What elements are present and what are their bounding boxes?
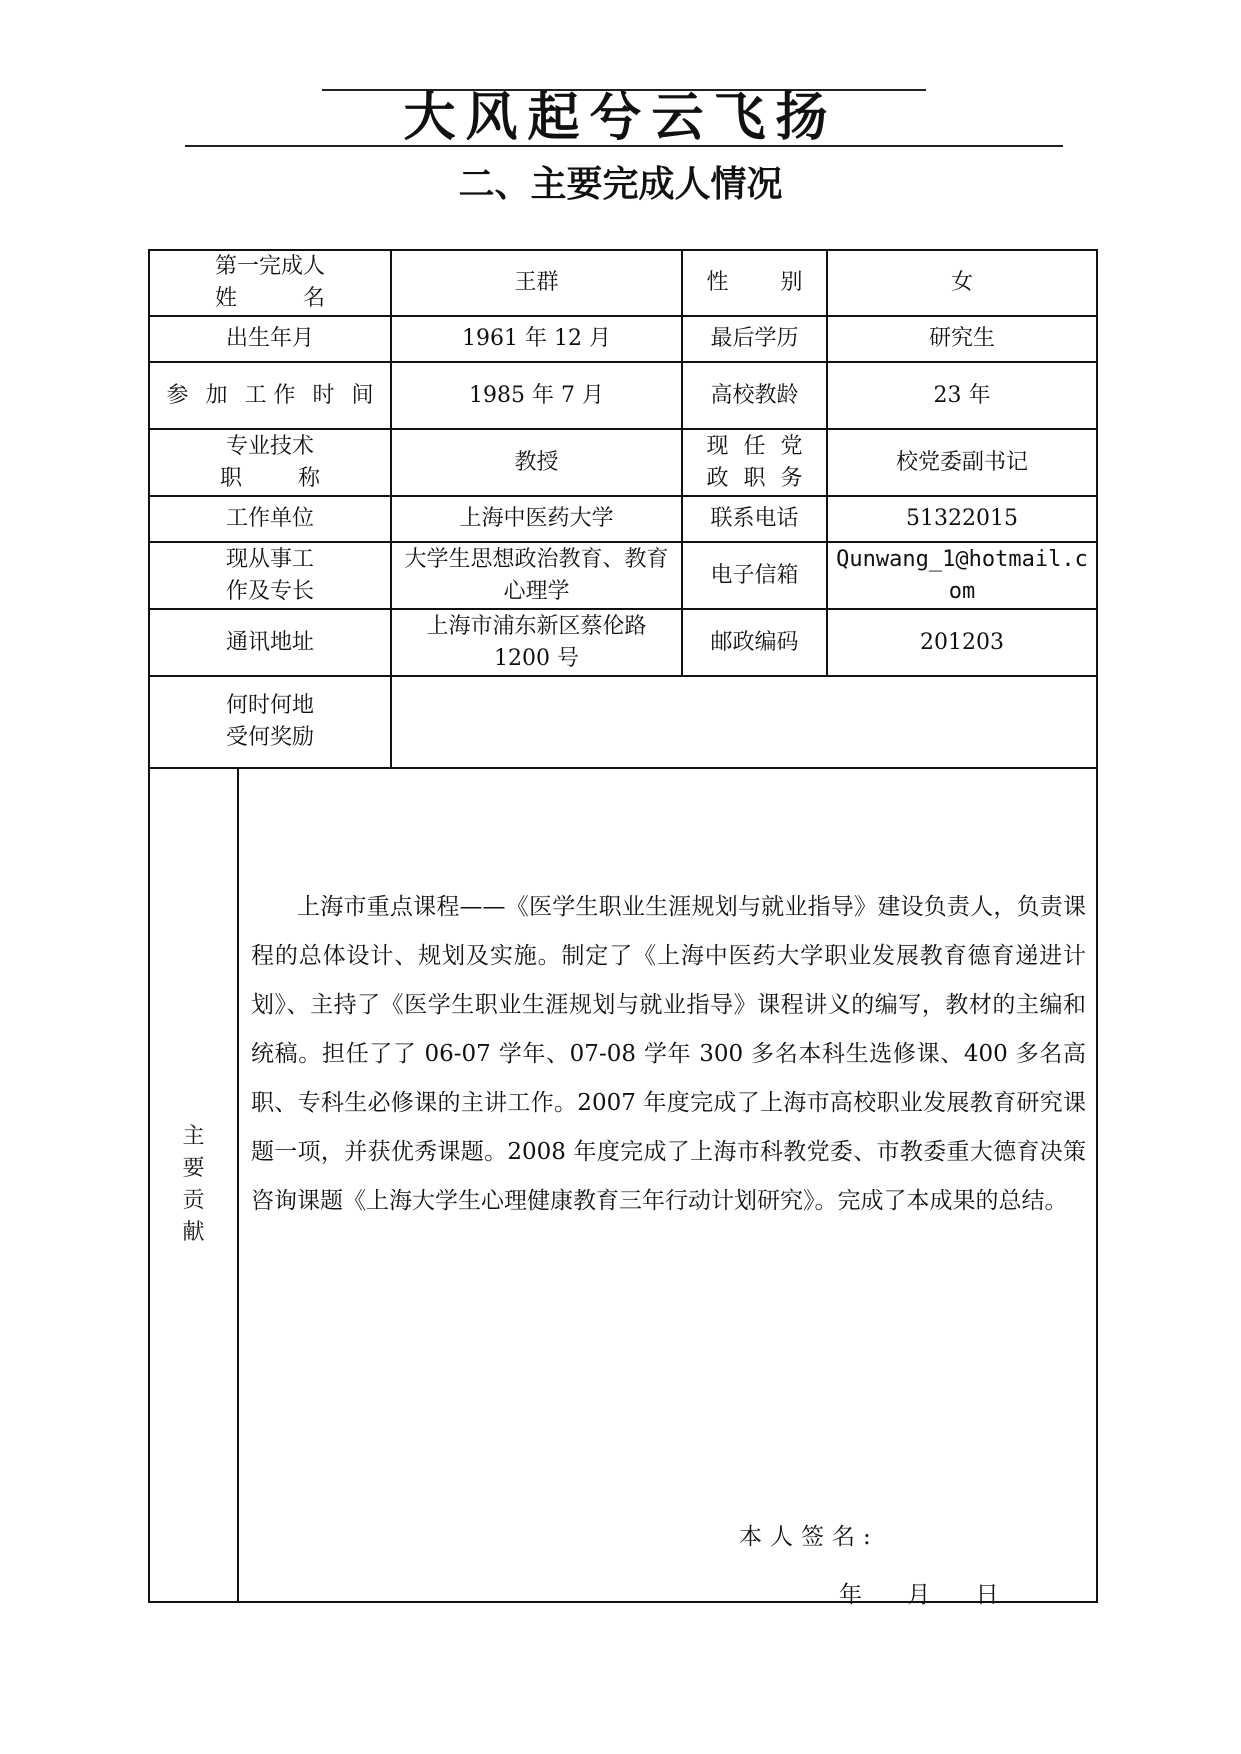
value-birth: 1961 年 12 月 xyxy=(391,316,682,362)
label-postcode: 邮政编码 xyxy=(682,609,827,676)
contribution-text: 上海市重点课程——《医学生职业生涯规划与就业指导》建设负责人，负责课程的总体设计、规划及实施。制定了《上海中医药大学职业发展教育德育递进计划》、主持了《医学生职业生涯规划与就业指导》课程讲义的编写，教材的主编和统稿。担任了了 06-07 学年、07-08 学年 300 多名本科生选修课、400 多名高职、专科生必修课的主讲工作。2007 年度完成了上海市高校职业发展教育研究课题一项，并获优秀课题。2008 年度完成了上海市科教党委、市教委重大德育决策咨询课题《上海大学生心理健康教育三年行动计划研究》。完成了本成果的总结。 xyxy=(251,894,1087,1214)
label-line: 专业技术 xyxy=(226,433,315,459)
signature-date xyxy=(839,1579,1037,1611)
value-education: 研究生 xyxy=(827,316,1097,362)
label-email: 电子信箱 xyxy=(682,542,827,609)
signature-label: 本人签名: xyxy=(739,1524,879,1550)
label-party-post xyxy=(682,429,827,496)
value-email: Qunwang_1@hotmail.com xyxy=(827,542,1097,609)
label-line: 何时何地 xyxy=(226,693,315,718)
value-phone: 51322015 xyxy=(827,496,1097,542)
table-row xyxy=(149,429,1097,496)
value-party-post: 校党委副书记 xyxy=(827,429,1097,496)
banner-title: 大风起兮云飞扬 xyxy=(403,88,838,148)
value-employer: 上海中医药大学 xyxy=(391,496,682,542)
label-first-completer xyxy=(149,250,391,316)
date-month: 月 xyxy=(907,1582,931,1608)
label-teaching-years: 高校教龄 xyxy=(682,362,827,429)
value-awards xyxy=(391,676,1097,768)
value-name: 王群 xyxy=(391,250,682,316)
value-postcode: 201203 xyxy=(827,609,1097,676)
label-line: 职称 xyxy=(220,465,320,491)
label-line: 作时间 xyxy=(273,382,374,408)
completer-info-table xyxy=(148,249,1098,1608)
table-row xyxy=(149,768,1097,1602)
label-line: 受何奖励 xyxy=(226,725,315,750)
label-line: 参加工 xyxy=(166,382,267,408)
label-address: 通讯地址 xyxy=(149,609,391,676)
label-work-start xyxy=(149,362,391,429)
date-day: 日 xyxy=(975,1582,999,1608)
label-line: 姓名 xyxy=(215,286,325,311)
table-row xyxy=(149,496,1097,542)
date-year: 年 xyxy=(839,1582,862,1608)
label-char: 贡 xyxy=(182,1188,205,1213)
value-title: 教授 xyxy=(391,429,682,496)
table-row xyxy=(149,676,1097,768)
table-row xyxy=(149,316,1097,362)
label-line: 现任党 xyxy=(706,433,803,459)
value-specialty: 大学生思想政治教育、教育心理学 xyxy=(391,542,682,609)
section-title: 二、主要完成人情况 xyxy=(458,164,783,205)
table-row xyxy=(149,542,1097,609)
value-address: 上海市浦东新区蔡伦路 1200 号 xyxy=(391,609,682,676)
label-line: 性别 xyxy=(706,270,803,295)
label-employer: 工作单位 xyxy=(149,496,391,542)
table-row xyxy=(149,362,1097,429)
label-line: 第一完成人 xyxy=(215,254,326,279)
banner-bottom-rule xyxy=(185,145,1063,147)
value-work-start: 1985 年 7 月 xyxy=(391,362,682,429)
value-gender: 女 xyxy=(827,250,1097,316)
label-specialty xyxy=(149,542,391,609)
label-education: 最后学历 xyxy=(682,316,827,362)
value-teaching-years: 23 年 xyxy=(827,362,1097,429)
label-birth: 出生年月 xyxy=(149,316,391,362)
label-char: 要 xyxy=(182,1156,205,1181)
table-row xyxy=(149,609,1097,676)
label-char: 主 xyxy=(182,1124,205,1149)
table-row xyxy=(149,250,1097,316)
label-line: 作及专长 xyxy=(226,578,315,604)
label-phone: 联系电话 xyxy=(682,496,827,542)
label-line: 现从事工 xyxy=(226,546,315,572)
contribution-cell xyxy=(238,768,1097,1608)
label-awards xyxy=(149,676,391,768)
label-line: 政职务 xyxy=(706,465,803,491)
label-gender xyxy=(682,250,827,316)
label-main-contribution xyxy=(149,768,238,1602)
label-title xyxy=(149,429,391,496)
label-char: 献 xyxy=(182,1220,205,1245)
